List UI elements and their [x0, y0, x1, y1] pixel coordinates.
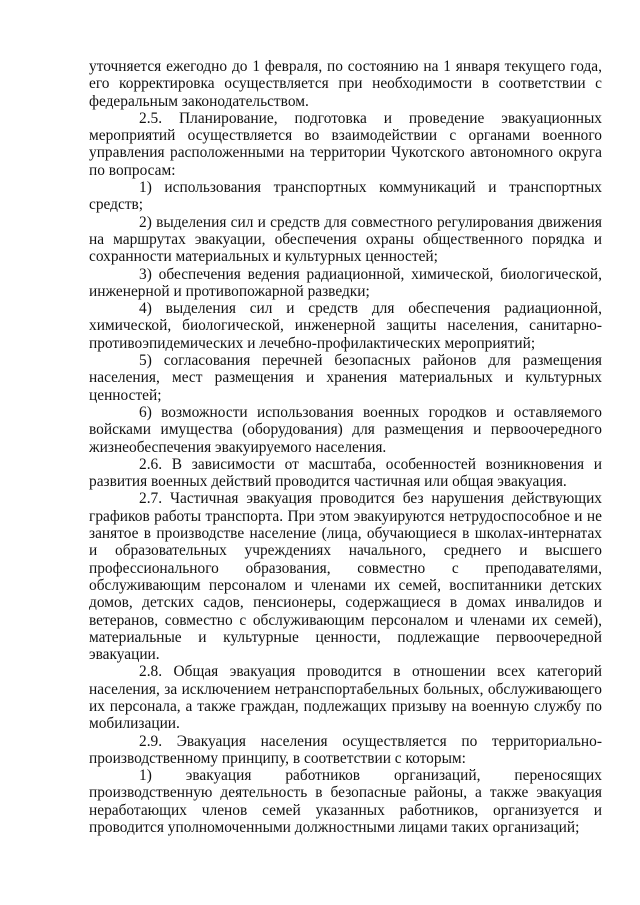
- list-item-2-9-1: 1) эвакуация работников организаций, переносящих производственную деятельность в безопасные районы, а также эвакуация неработающих членов семей указанных работников, организуется и проводится уполномоченными должностными лицами таких организаций;: [89, 767, 602, 837]
- list-item-5: 5) согласования перечней безопасных районов для размещения населения, мест размещения и хранения материальных и культурных ценностей;: [89, 352, 602, 404]
- paragraph-2-6: 2.6. В зависимости от масштаба, особенностей возникновения и развития военных действий проводится частичная или общая эвакуация.: [89, 455, 602, 491]
- paragraph-2-9: 2.9. Эвакуация населения осуществляется по территориально-производственному принципу, в соответствии с которым:: [89, 732, 602, 767]
- list-item-4: 4) выделения сил и средств для обеспечения радиационной, химической, биологической, инженерной защиты населения, санитарно-противоэпидемических и лечебно-профилактических мероприятий;: [89, 300, 602, 352]
- paragraph-continuation: уточняется ежегодно до 1 февраля, по состоянию на 1 января текущего года, его корректировка осуществляется при необходимости в соответствии с федеральным законодательством.: [89, 58, 602, 110]
- list-item-6: 6) возможности использования военных городков и оставляемого войсками имущества (оборудования) для размещения и первоочередного жизнеобеспечения эвакуируемого населения.: [89, 403, 602, 456]
- paragraph-2-7: 2.7. Частичная эвакуация проводится без нарушения действующих графиков работы транспорта. При этом эвакуируются нетрудоспособное и не занятое в производстве население (лица, обучающиеся в школах-интернатах и образовательных учреждениях начального, среднего и высшего профессионального образования, совместно с преподавателями, обслуживающим персоналом и членами их семей, воспитанники детских домов, детских садов, пенсионеры, содержащиеся в домах инвалидов и ветеранов, совместно с обслуживающим персоналом и членами их семей), материальные и культурные ценности, подлежащие первоочередной эвакуации.: [89, 490, 602, 664]
- list-item-3: 3) обеспечения ведения радиационной, химической, биологической, инженерной и противопожарной разведки;: [89, 265, 602, 300]
- list-item-2: 2) выделения сил и средств для совместного регулирования движения на маршрутах эвакуации, обеспечения охраны общественного порядка и сохранности материальных и культурных ценностей;: [89, 213, 602, 266]
- paragraph-2-5: 2.5. Планирование, подготовка и проведение эвакуационных мероприятий осуществляется во взаимодействии с органами военного управления расположенными на территории Чукотского автономного округа по вопросам:: [89, 109, 602, 179]
- document-page: [89, 58, 602, 836]
- list-item-1: 1) использования транспортных коммуникаций и транспортных средств;: [89, 179, 602, 214]
- paragraph-2-8: 2.8. Общая эвакуация проводится в отношении всех категорий населения, за исключением нетранспортабельных больных, обслуживающего их персонала, а также граждан, подлежащих призыву на военную службу по мобилизации.: [89, 663, 602, 733]
